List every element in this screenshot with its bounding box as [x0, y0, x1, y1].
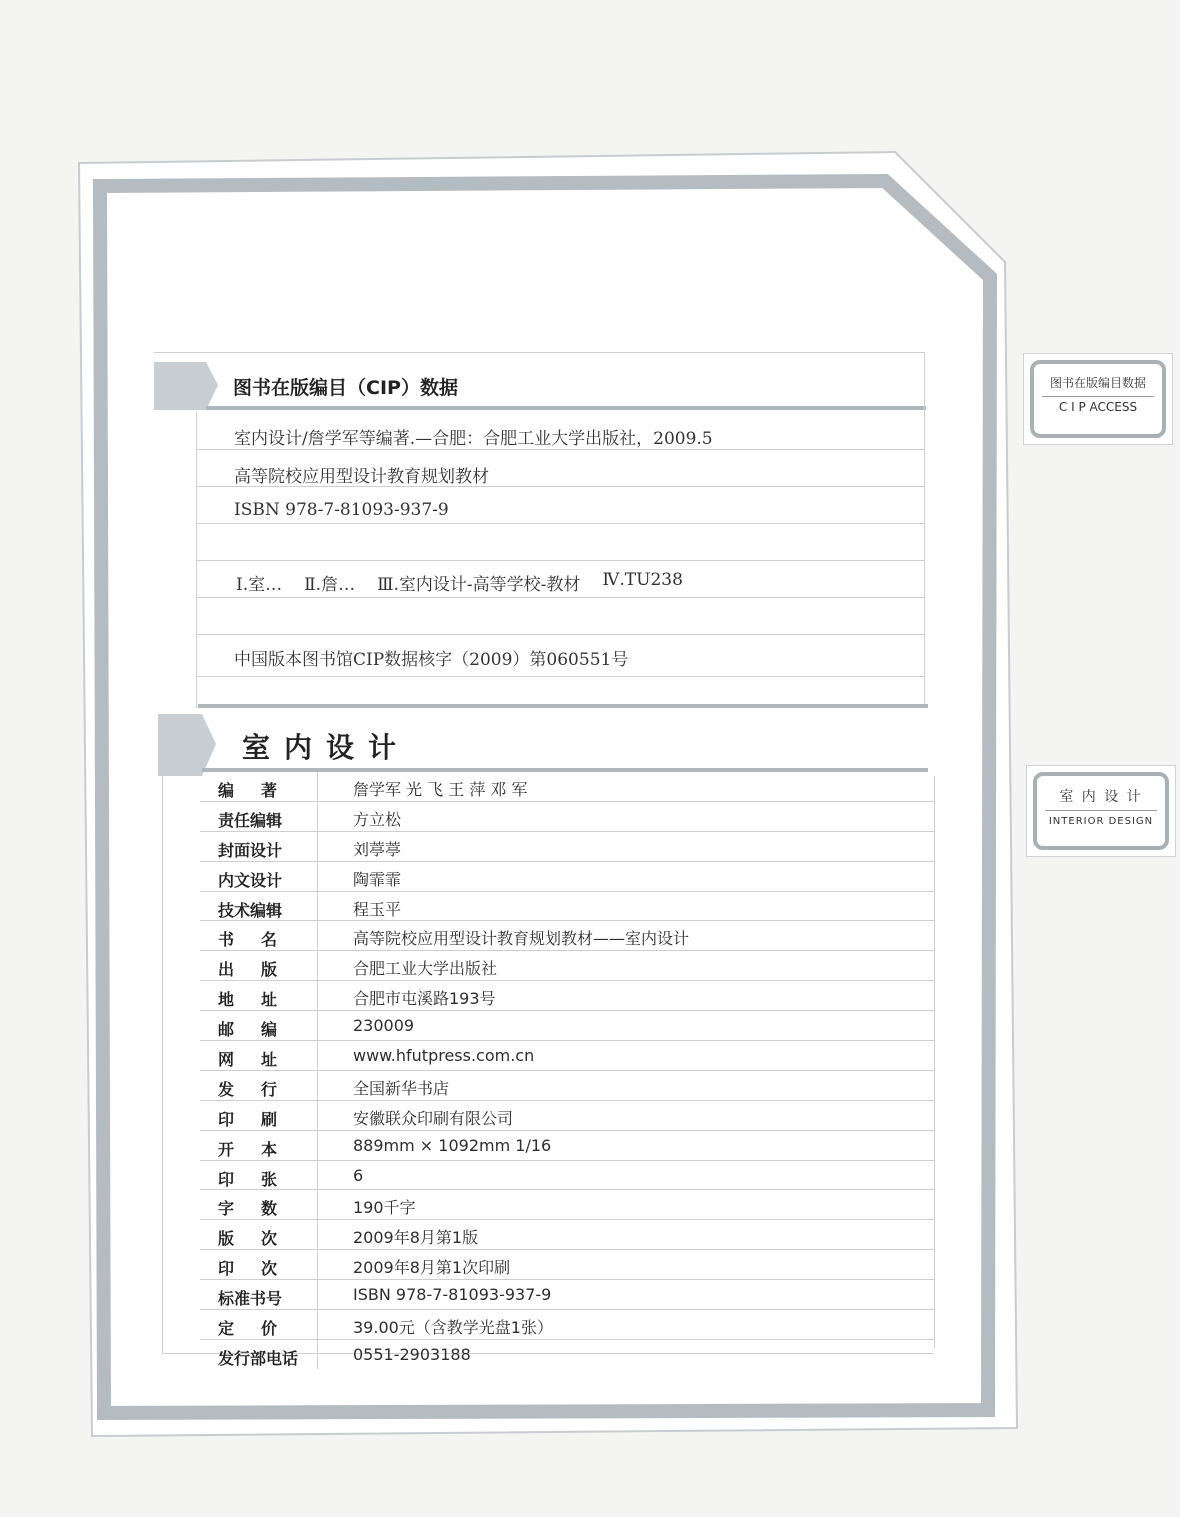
- info-row-responsible-editor: [200, 802, 934, 832]
- cip-class-4: Ⅳ.TU238: [602, 570, 683, 590]
- info-value: 6: [353, 1165, 364, 1185]
- info-separator: [317, 981, 318, 1010]
- info-separator: [317, 1161, 318, 1190]
- info-row-cover-design: [200, 832, 934, 862]
- info-row-postcode: [200, 1011, 934, 1041]
- info-row-format: [200, 1131, 934, 1161]
- info-label: 印张: [218, 1169, 305, 1189]
- info-separator: [317, 1310, 318, 1339]
- info-separator: [317, 1131, 318, 1160]
- info-value: 合肥市屯溪路193号: [353, 989, 496, 1009]
- info-row-text-design: [200, 862, 934, 892]
- info-separator: [317, 1041, 318, 1070]
- info-row-publisher: [200, 951, 934, 981]
- cip-line-classes: [236, 570, 683, 595]
- info-label: 书名: [218, 930, 305, 950]
- cip-rule-1: [196, 449, 924, 450]
- info-row-edition: [200, 1220, 934, 1250]
- cip-class-3: Ⅲ.室内设计-高等学校-教材: [377, 575, 581, 595]
- info-row-phone: [200, 1340, 934, 1369]
- info-table-right-rule: [934, 776, 935, 1348]
- cip-right-rule: [924, 352, 925, 708]
- info-row-technical-editor: [200, 892, 934, 922]
- info-row-address: [200, 981, 934, 1011]
- info-separator: [317, 1250, 318, 1279]
- info-row-sheets: [200, 1161, 934, 1191]
- info-label: 印刷: [218, 1109, 305, 1129]
- info-label: 网址: [218, 1050, 305, 1070]
- side-tab-book-frame: [1033, 772, 1169, 850]
- cip-rule-4: [196, 560, 924, 561]
- cip-rule-7: [196, 676, 924, 677]
- side-tab-cip-title: 图书在版编目数据: [1049, 376, 1146, 390]
- info-value: 高等院校应用型设计教育规划教材——室内设计: [353, 929, 690, 949]
- info-row-book-name: [200, 921, 934, 951]
- cip-line-series: 高等院校应用型设计教育规划教材: [234, 467, 489, 487]
- info-separator: [317, 1220, 318, 1249]
- info-label: 印次: [218, 1259, 305, 1279]
- info-label: 技术编辑: [218, 900, 283, 920]
- cip-line-record: 中国版本图书馆CIP数据核字（2009）第060551号: [234, 650, 629, 670]
- info-value: 合肥工业大学出版社: [353, 959, 498, 979]
- info-value: 程玉平: [353, 899, 402, 919]
- info-value: 889mm × 1092mm 1/16: [353, 1135, 552, 1155]
- info-separator: [317, 1340, 318, 1369]
- info-label: 发行部电话: [218, 1348, 299, 1368]
- cip-class-1: Ⅰ.室…: [236, 575, 283, 595]
- info-value: 230009: [353, 1016, 415, 1036]
- info-separator: [317, 1071, 318, 1100]
- info-row-printing: [200, 1250, 934, 1280]
- info-value: 方立松: [353, 809, 402, 829]
- info-row-website: [200, 1041, 934, 1071]
- info-value: 2009年8月第1版: [353, 1228, 479, 1248]
- info-separator: [317, 951, 318, 980]
- info-row-printer: [200, 1101, 934, 1131]
- side-tab-book-subtitle: INTERIOR DESIGN: [1048, 816, 1154, 827]
- info-label: 版次: [218, 1229, 305, 1249]
- book-title: 室内设计: [242, 731, 411, 764]
- info-row-word-count: [200, 1190, 934, 1220]
- info-separator: [317, 772, 318, 801]
- side-tab-cip-subtitle: C I P ACCESS: [1058, 400, 1138, 414]
- info-row-distribution: [200, 1071, 934, 1101]
- cip-left-rule: [196, 412, 197, 708]
- info-value: ISBN 978-7-81093-937-9: [353, 1285, 552, 1305]
- info-label: 定价: [218, 1319, 305, 1339]
- info-label: 发行: [218, 1079, 305, 1099]
- info-value: 190千字: [353, 1198, 416, 1218]
- info-value: 陶霏霏: [353, 869, 402, 889]
- info-value: 0551-2903188: [353, 1344, 471, 1364]
- info-separator: [317, 1101, 318, 1130]
- info-value: 39.00元（含教学光盘1张）: [353, 1318, 553, 1338]
- info-label: 编著: [218, 781, 305, 800]
- info-separator: [317, 1280, 318, 1309]
- info-row-editor: [200, 772, 934, 802]
- info-label: 责任编辑: [218, 810, 283, 830]
- info-label: 出版: [218, 960, 305, 980]
- info-value: 刘葶葶: [353, 839, 402, 859]
- cip-rule-3: [196, 523, 924, 524]
- info-label: 封面设计: [218, 840, 283, 860]
- info-table-left-rule: [162, 776, 163, 1354]
- info-label: 内文设计: [218, 870, 283, 890]
- info-value: 詹学军 光 飞 王 萍 邓 军: [353, 780, 528, 799]
- cip-rule-6: [196, 634, 924, 635]
- info-value: 全国新华书店: [353, 1078, 450, 1098]
- info-label: 地址: [218, 990, 305, 1010]
- info-separator: [317, 862, 318, 891]
- info-separator: [317, 832, 318, 861]
- info-label: 邮编: [218, 1020, 305, 1040]
- cip-rule-5: [196, 597, 924, 598]
- info-label: 字数: [218, 1199, 305, 1219]
- info-value: 安徽联众印刷有限公司: [353, 1108, 514, 1128]
- side-tab-book: [1026, 765, 1176, 857]
- info-separator: [317, 802, 318, 831]
- info-value: 2009年8月第1次印刷: [353, 1258, 511, 1278]
- cip-line-title: 室内设计/詹学军等编著.—合肥：合肥工业大学出版社，2009.5: [234, 429, 713, 449]
- info-separator: [317, 1011, 318, 1040]
- cip-title: 图书在版编目（CIP）数据: [233, 377, 458, 399]
- side-tab-book-rule: [1045, 810, 1157, 811]
- side-tab-cip: [1023, 353, 1173, 445]
- info-label: 标准书号: [218, 1289, 283, 1309]
- info-label: 开本: [218, 1139, 305, 1159]
- cip-line-isbn: ISBN 978-7-81093-937-9: [234, 500, 449, 520]
- info-separator: [317, 1190, 318, 1219]
- side-tab-cip-rule: [1042, 396, 1154, 397]
- info-separator: [317, 892, 318, 921]
- info-separator: [317, 921, 318, 950]
- side-tab-cip-frame: [1030, 360, 1166, 438]
- info-table: [200, 772, 934, 1369]
- info-value: www.hfutpress.com.cn: [353, 1046, 535, 1066]
- info-row-isbn: [200, 1280, 934, 1310]
- side-tab-book-title: 室 内 设 计: [1059, 789, 1143, 805]
- cip-class-2: Ⅱ.詹…: [304, 575, 356, 595]
- info-row-price: [200, 1310, 934, 1340]
